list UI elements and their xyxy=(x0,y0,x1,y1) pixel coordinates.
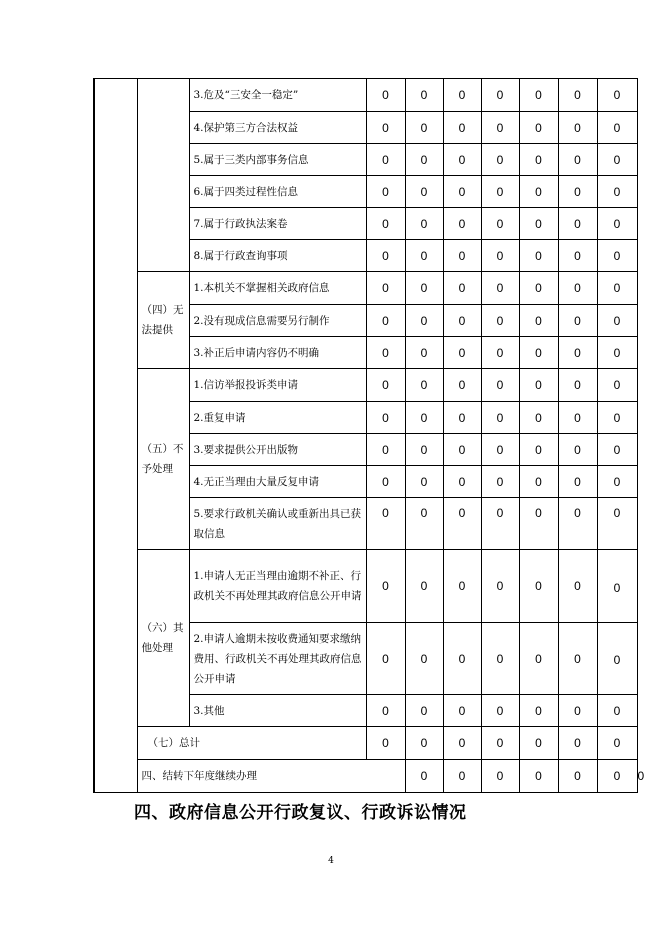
value-cell: 0 xyxy=(366,727,405,760)
value-cell: 0 xyxy=(443,695,481,727)
value-cell: 0 xyxy=(558,305,597,337)
table-row-carryover: 四、结转下年度继续办理 0 0 0 0 0 0 0 xyxy=(94,760,637,793)
value-cell: 0 xyxy=(481,79,519,112)
category-cell-unable-to-provide: （四）无法提供 xyxy=(137,272,189,369)
value-cell: 0 xyxy=(597,337,637,369)
value-cell: 0 xyxy=(366,112,405,144)
value-cell: 0 xyxy=(405,337,443,369)
table-row-total xyxy=(94,727,637,760)
value-cell: 0 xyxy=(366,695,405,727)
value-cell: 0 xyxy=(443,498,481,550)
value-cell: 0 xyxy=(558,272,597,305)
value-cell: 0 xyxy=(366,79,405,112)
value-cell: 0 xyxy=(597,79,637,112)
category-cell xyxy=(137,79,189,272)
value-cell: 0 xyxy=(443,623,481,695)
value-cell: 0 xyxy=(597,208,637,240)
value-cell: 0 xyxy=(519,695,558,727)
value-cell: 0 xyxy=(405,208,443,240)
value-cell: 0 xyxy=(519,623,558,695)
value-cell: 0 xyxy=(597,550,637,623)
row-label: 5.要求行政机关确认或重新出具已获取信息 xyxy=(189,498,366,550)
value-cell: 0 xyxy=(519,240,558,272)
value-cell: 0 xyxy=(405,79,443,112)
value-cell: 0 xyxy=(558,550,597,623)
value-cell: 0 xyxy=(558,695,597,727)
value-cell: 0 xyxy=(481,369,519,402)
row-label: 2.重复申请 xyxy=(189,402,366,434)
row-label: 6.属于四类过程性信息 xyxy=(189,176,366,208)
value-cell: 0 xyxy=(481,695,519,727)
table-row xyxy=(94,550,637,623)
value-cell: 0 xyxy=(405,760,443,793)
value-cell: 0 xyxy=(519,305,558,337)
value-cell: 0 xyxy=(443,369,481,402)
value-cell: 0 xyxy=(558,760,597,793)
value-cell: 0 xyxy=(558,466,597,498)
value-cell: 0 xyxy=(366,369,405,402)
value-cell: 0 xyxy=(443,176,481,208)
value-cell: 0 xyxy=(519,337,558,369)
value-cell: 0 xyxy=(597,695,637,727)
value-cell: 0 xyxy=(597,727,637,760)
value-cell: 0 xyxy=(366,402,405,434)
value-cell: 0 xyxy=(405,434,443,466)
value-cell: 0 xyxy=(366,272,405,305)
value-cell: 0 xyxy=(481,240,519,272)
row-label: 1.申请人无正当理由逾期不补正、行政机关不再处理其政府信息公开申请 xyxy=(189,550,366,623)
row-label: 3.危及“三安全一稳定” xyxy=(189,79,366,112)
value-cell: 0 xyxy=(597,305,637,337)
value-cell: 0 xyxy=(366,208,405,240)
value-cell: 0 xyxy=(519,369,558,402)
value-cell: 0 xyxy=(481,760,519,793)
value-cell: 0 xyxy=(519,112,558,144)
value-cell: 0 xyxy=(481,550,519,623)
value-cell: 0 xyxy=(366,305,405,337)
row-label: 3.其他 xyxy=(189,695,366,727)
table-row xyxy=(94,79,637,112)
row-label: 7.属于行政执法案卷 xyxy=(189,208,366,240)
row-label: 1.本机关不掌握相关政府信息 xyxy=(189,272,366,305)
value-cell: 0 xyxy=(519,434,558,466)
category-cell-not-processed: （五）不予处理 xyxy=(137,369,189,550)
total-label: （七）总计 xyxy=(137,727,366,760)
value-cell: 0 xyxy=(443,466,481,498)
value-cell: 0 xyxy=(519,402,558,434)
value-cell: 0 xyxy=(558,623,597,695)
value-cell: 0 xyxy=(558,112,597,144)
value-cell: 0 xyxy=(597,760,637,793)
value-cell: 0 xyxy=(405,466,443,498)
value-cell: 0 xyxy=(597,498,637,550)
value-cell: 0 xyxy=(519,760,558,793)
value-cell: 0 xyxy=(481,112,519,144)
value-cell: 0 xyxy=(519,79,558,112)
value-cell: 0 xyxy=(405,144,443,176)
value-cell: 0 xyxy=(519,208,558,240)
value-cell: 0 xyxy=(597,623,637,695)
value-cell: 0 xyxy=(481,434,519,466)
value-cell: 0 xyxy=(366,466,405,498)
value-cell: 0 xyxy=(405,727,443,760)
value-cell: 0 xyxy=(558,498,597,550)
value-cell: 0 xyxy=(405,402,443,434)
value-cell: 0 xyxy=(443,112,481,144)
value-cell: 0 xyxy=(481,176,519,208)
row-label: 4.保护第三方合法权益 xyxy=(189,112,366,144)
value-cell: 0 xyxy=(481,466,519,498)
value-cell: 0 xyxy=(366,498,405,550)
value-cell: 0 xyxy=(405,176,443,208)
value-cell: 0 xyxy=(481,305,519,337)
table-row xyxy=(94,272,637,305)
value-cell: 0 xyxy=(443,337,481,369)
value-cell: 0 xyxy=(443,760,481,793)
row-label: 8.属于行政查询事项 xyxy=(189,240,366,272)
disclosure-table-section xyxy=(93,78,645,793)
value-cell: 0 xyxy=(366,176,405,208)
value-cell: 0 xyxy=(443,272,481,305)
carryover-label: 四、结转下年度继续办理 xyxy=(137,760,405,793)
value-cell: 0 xyxy=(597,144,637,176)
value-cell: 0 xyxy=(597,240,637,272)
value-cell: 0 xyxy=(405,550,443,623)
value-cell: 0 xyxy=(519,272,558,305)
value-cell: 0 xyxy=(481,623,519,695)
value-cell: 0 xyxy=(405,695,443,727)
value-cell: 0 xyxy=(597,112,637,144)
value-cell: 0 xyxy=(443,79,481,112)
section-heading: 四、政府信息公开行政复议、行政诉讼情况 xyxy=(134,803,467,823)
value-cell: 0 xyxy=(519,466,558,498)
value-cell: 0 xyxy=(481,144,519,176)
value-cell: 0 xyxy=(558,337,597,369)
page-number: 4 xyxy=(328,856,334,866)
table-row xyxy=(94,369,637,402)
value-cell: 0 xyxy=(481,498,519,550)
value-cell: 0 xyxy=(366,240,405,272)
value-cell: 0 xyxy=(405,112,443,144)
value-cell: 0 xyxy=(597,466,637,498)
value-cell: 0 xyxy=(481,402,519,434)
value-cell: 0 xyxy=(519,176,558,208)
value-cell: 0 xyxy=(558,208,597,240)
value-cell: 0 xyxy=(366,550,405,623)
value-cell: 0 xyxy=(366,337,405,369)
value-cell: 0 xyxy=(519,144,558,176)
value-cell: 0 xyxy=(558,434,597,466)
row-label: 4.无正当理由大量反复申请 xyxy=(189,466,366,498)
value-cell: 0 xyxy=(366,144,405,176)
value-cell: 0 xyxy=(405,623,443,695)
value-cell: 0 xyxy=(405,369,443,402)
outer-category-cell xyxy=(94,79,137,793)
row-label: 3.要求提供公开出版物 xyxy=(189,434,366,466)
value-cell: 0 xyxy=(597,272,637,305)
value-cell: 0 xyxy=(558,144,597,176)
row-label: 5.属于三类内部事务信息 xyxy=(189,144,366,176)
value-cell: 0 xyxy=(443,305,481,337)
value-cell: 0 xyxy=(405,305,443,337)
value-cell: 0 xyxy=(443,727,481,760)
value-cell: 0 xyxy=(558,79,597,112)
value-cell: 0 xyxy=(366,623,405,695)
value-cell: 0 xyxy=(481,208,519,240)
value-cell: 0 xyxy=(443,434,481,466)
value-cell: 0 xyxy=(405,240,443,272)
disclosure-table xyxy=(93,78,645,793)
value-cell: 0 xyxy=(405,498,443,550)
value-cell: 0 xyxy=(519,550,558,623)
value-cell: 0 xyxy=(481,272,519,305)
category-cell-other-handling: （六）其他处理 xyxy=(137,550,189,727)
value-cell: 0 xyxy=(519,498,558,550)
value-cell: 0 xyxy=(519,727,558,760)
row-label: 3.补正后申请内容仍不明确 xyxy=(189,337,366,369)
value-cell: 0 xyxy=(443,240,481,272)
value-cell: 0 xyxy=(481,337,519,369)
value-cell: 0 xyxy=(443,550,481,623)
value-cell: 0 xyxy=(597,434,637,466)
value-cell: 0 xyxy=(366,434,405,466)
value-cell: 0 xyxy=(481,727,519,760)
row-label: 1.信访举报投诉类申请 xyxy=(189,369,366,402)
value-cell: 0 xyxy=(597,176,637,208)
value-cell: 0 xyxy=(597,369,637,402)
value-cell: 0 xyxy=(443,402,481,434)
value-cell: 0 xyxy=(558,369,597,402)
value-cell: 0 xyxy=(558,240,597,272)
value-cell: 0 xyxy=(558,402,597,434)
value-cell: 0 xyxy=(405,272,443,305)
value-cell: 0 xyxy=(443,208,481,240)
value-cell: 0 xyxy=(558,176,597,208)
row-label: 2.申请人逾期未按收费通知要求缴纳费用、行政机关不再处理其政府信息公开申请 xyxy=(189,623,366,695)
row-label: 2.没有现成信息需要另行制作 xyxy=(189,305,366,337)
value-cell: 0 xyxy=(443,144,481,176)
value-cell: 0 xyxy=(558,727,597,760)
value-cell: 0 xyxy=(597,402,637,434)
